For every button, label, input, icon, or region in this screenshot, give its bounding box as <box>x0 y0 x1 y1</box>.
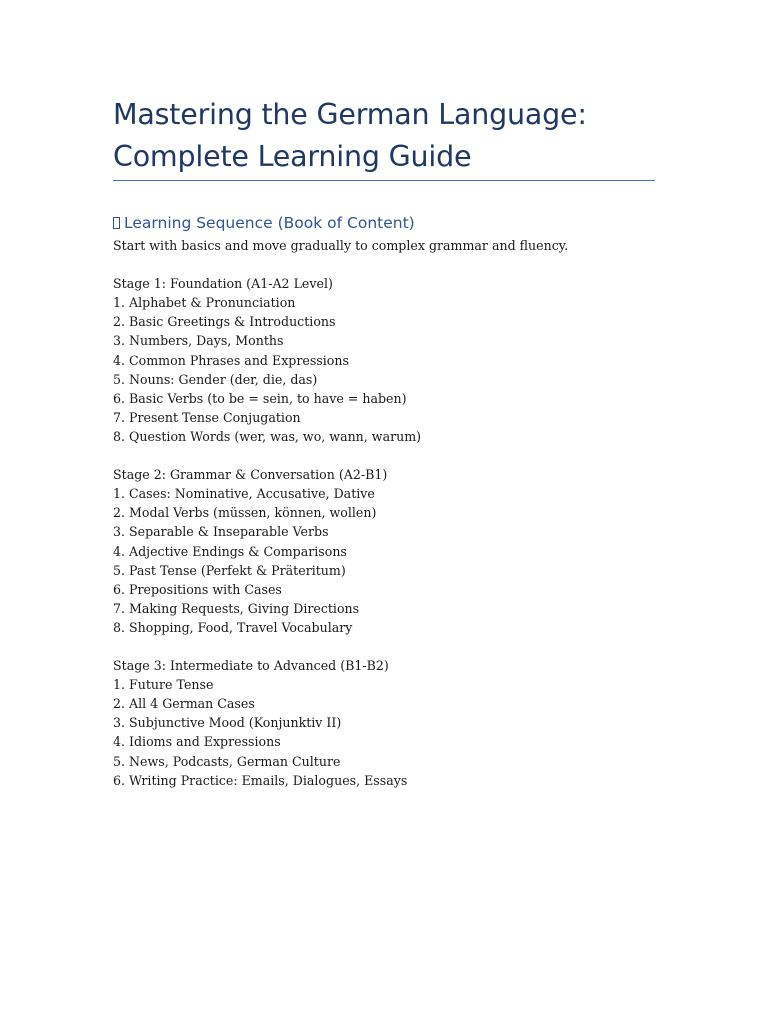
blank-line <box>113 446 658 465</box>
stage-1-item: 1. Alphabet & Pronunciation <box>113 295 296 311</box>
stage-2-item: 2. Modal Verbs (müssen, können, wollen) <box>113 505 377 521</box>
stage-1-item: 8. Question Words (wer, was, wo, wann, warum) <box>113 428 422 444</box>
document-title-line-2: Complete Learning Guide <box>113 140 472 173</box>
stage-3-item: 2. All 4 German Cases <box>113 696 255 712</box>
stage-3-item: 5. News, Podcasts, German Culture <box>113 753 341 769</box>
stage-1-item: 3. Numbers, Days, Months <box>113 333 284 349</box>
stage-1-item: 7. Present Tense Conjugation <box>113 409 301 425</box>
stage-2-item: 8. Shopping, Food, Travel Vocabulary <box>113 619 353 635</box>
document-body <box>113 236 658 790</box>
stage-2-item: 4. Adjective Endings & Comparisons <box>113 543 347 559</box>
stage-3-title: Stage 3: Intermediate to Advanced (B1-B2) <box>113 658 389 674</box>
stage-1-item: 6. Basic Verbs (to be = sein, to have = haben) <box>113 390 407 406</box>
stage-2-item: 5. Past Tense (Perfekt & Präteritum) <box>113 562 346 578</box>
document-title <box>113 94 658 178</box>
section-heading-text: Learning Sequence (Book of Content) <box>124 214 415 232</box>
stage-1-title: Stage 1: Foundation (A1-A2 Level) <box>113 276 333 292</box>
blank-line <box>113 255 658 274</box>
stage-2-item: 3. Separable & Inseparable Verbs <box>113 524 329 540</box>
stage-1-item: 4. Common Phrases and Expressions <box>113 352 349 368</box>
stage-3-item: 4. Idioms and Expressions <box>113 734 281 750</box>
stage-2-item: 6. Prepositions with Cases <box>113 581 282 597</box>
stage-1-item: 5. Nouns: Gender (der, die, das) <box>113 371 318 387</box>
stage-2-item: 1. Cases: Nominative, Accusative, Dative <box>113 486 375 502</box>
stage-3-item: 6. Writing Practice: Emails, Dialogues, Essays <box>113 772 408 788</box>
stage-1-item: 2. Basic Greetings & Introductions <box>113 314 336 330</box>
document-title-line-1: Mastering the German Language: <box>113 98 587 131</box>
section-heading <box>113 212 415 234</box>
stage-3-item: 1. Future Tense <box>113 677 214 693</box>
stage-3-item: 3. Subjunctive Mood (Konjunktiv II) <box>113 715 342 731</box>
stage-2-item: 7. Making Requests, Giving Directions <box>113 600 360 616</box>
stage-2-title: Stage 2: Grammar & Conversation (A2-B1) <box>113 467 388 483</box>
missing-glyph-icon <box>113 217 120 229</box>
title-underline-rule <box>113 180 655 181</box>
blank-line <box>113 637 658 656</box>
intro-paragraph: Start with basics and move gradually to complex grammar and fluency. <box>113 238 569 253</box>
